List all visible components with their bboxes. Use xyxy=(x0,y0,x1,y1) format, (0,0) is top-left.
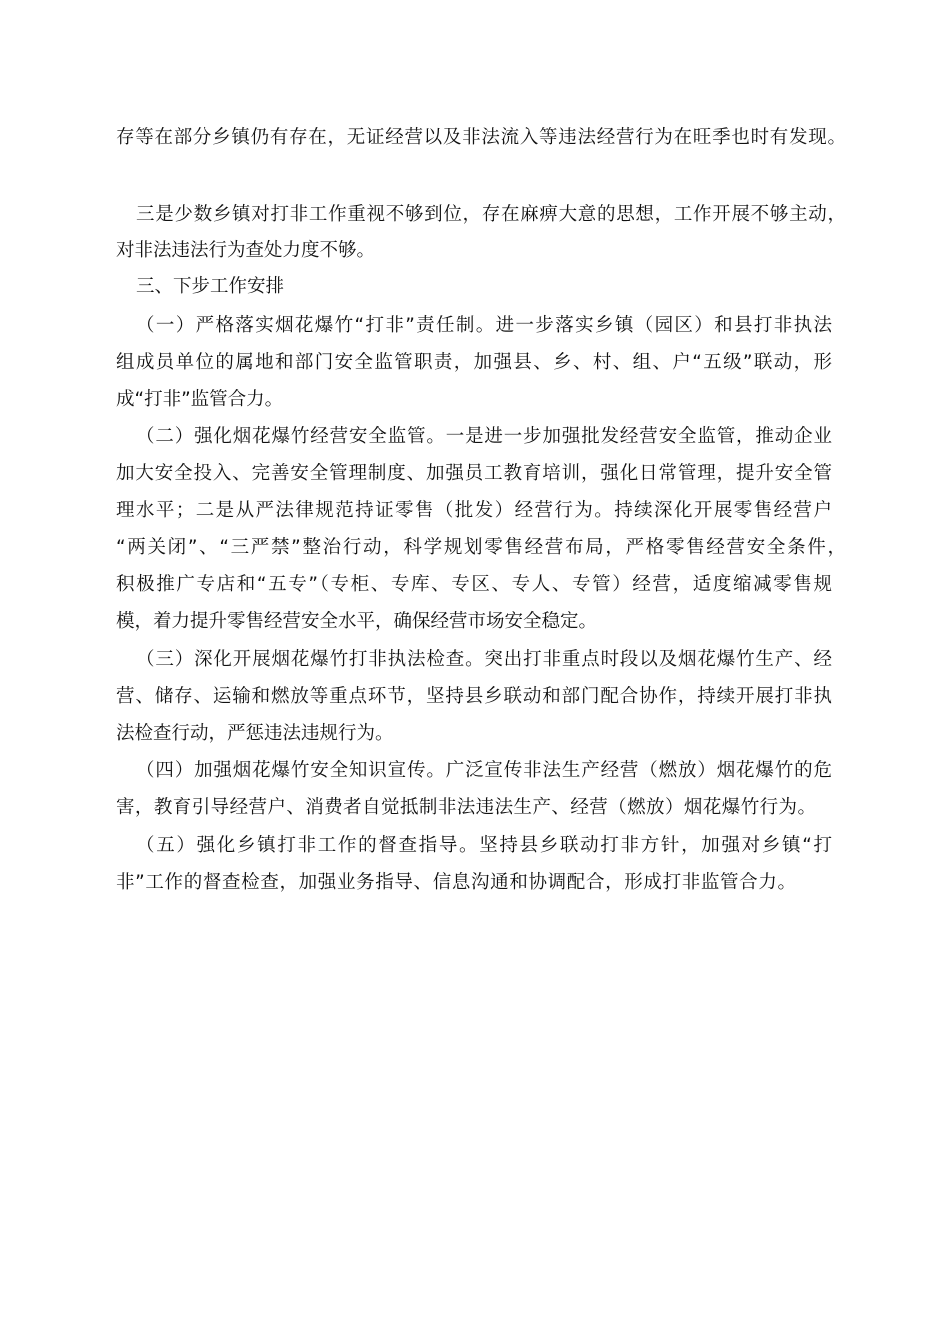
paragraph-line: 三是少数乡镇对打非工作重视不够到位，存在麻痹大意的思想，工作开展不够主动， xyxy=(136,204,846,225)
section-heading: 三、下步工作安排 xyxy=(136,276,285,297)
paragraph-line: “两关闭”、“三严禁”整治行动，科学规划零售经营布局，严格零售经营安全条件， xyxy=(116,537,846,558)
paragraph-line: 成“打非”监管合力。 xyxy=(116,389,284,410)
paragraph-line: （一）严格落实烟花爆竹“打非”责任制。进一步落实乡镇（园区）和县打非执法 xyxy=(136,315,832,336)
paragraph-line: 非”工作的督查检查，加强业务指导、信息沟通和协调配合，形成打非监管合力。 xyxy=(116,872,796,893)
paragraph-line: （三）深化开展烟花爆竹打非执法检查。突出打非重点时段以及烟花爆竹生产、经 xyxy=(136,649,832,670)
paragraph-line: 模，着力提升零售经营安全水平，确保经营市场安全稳定。 xyxy=(116,611,598,632)
paragraph-line: 组成员单位的属地和部门安全监管职责，加强县、乡、村、组、户“五级”联动，形 xyxy=(116,352,832,373)
paragraph-line: （五）强化乡镇打非工作的督查指导。坚持县乡联动打非方针，加强对乡镇“打 xyxy=(136,835,832,856)
paragraph-line: 理水平；二是从严法律规范持证零售（批发）经营行为。持续深化开展零售经营户 xyxy=(116,500,832,521)
paragraph-line: 存等在部分乡镇仍有存在，无证经营以及非法流入等违法经营行为在旺季也时有发现。 xyxy=(116,127,846,148)
paragraph-line: 营、储存、运输和燃放等重点环节，坚持县乡联动和部门配合协作，持续开展打非执 xyxy=(116,686,832,707)
paragraph-line: 积极推广专店和“五专”（专柜、专库、专区、专人、专管）经营，适度缩减零售规 xyxy=(116,574,832,595)
paragraph-line: （四）加强烟花爆竹安全知识宣传。广泛宣传非法生产经营（燃放）烟花爆竹的危 xyxy=(136,760,832,781)
paragraph-line: 害，教育引导经营户、消费者自觉抵制非法违法生产、经营（燃放）烟花爆竹行为。 xyxy=(116,797,816,818)
paragraph-line: 法检查行动，严惩违法违规行为。 xyxy=(116,723,394,744)
paragraph-line: 加大安全投入、完善安全管理制度、加强员工教育培训，强化日常管理，提升安全管 xyxy=(116,463,832,484)
paragraph-line: 对非法违法行为查处力度不够。 xyxy=(116,240,376,261)
paragraph-line: （二）强化烟花爆竹经营安全监管。一是进一步加强批发经营安全监管，推动企业 xyxy=(136,426,832,447)
